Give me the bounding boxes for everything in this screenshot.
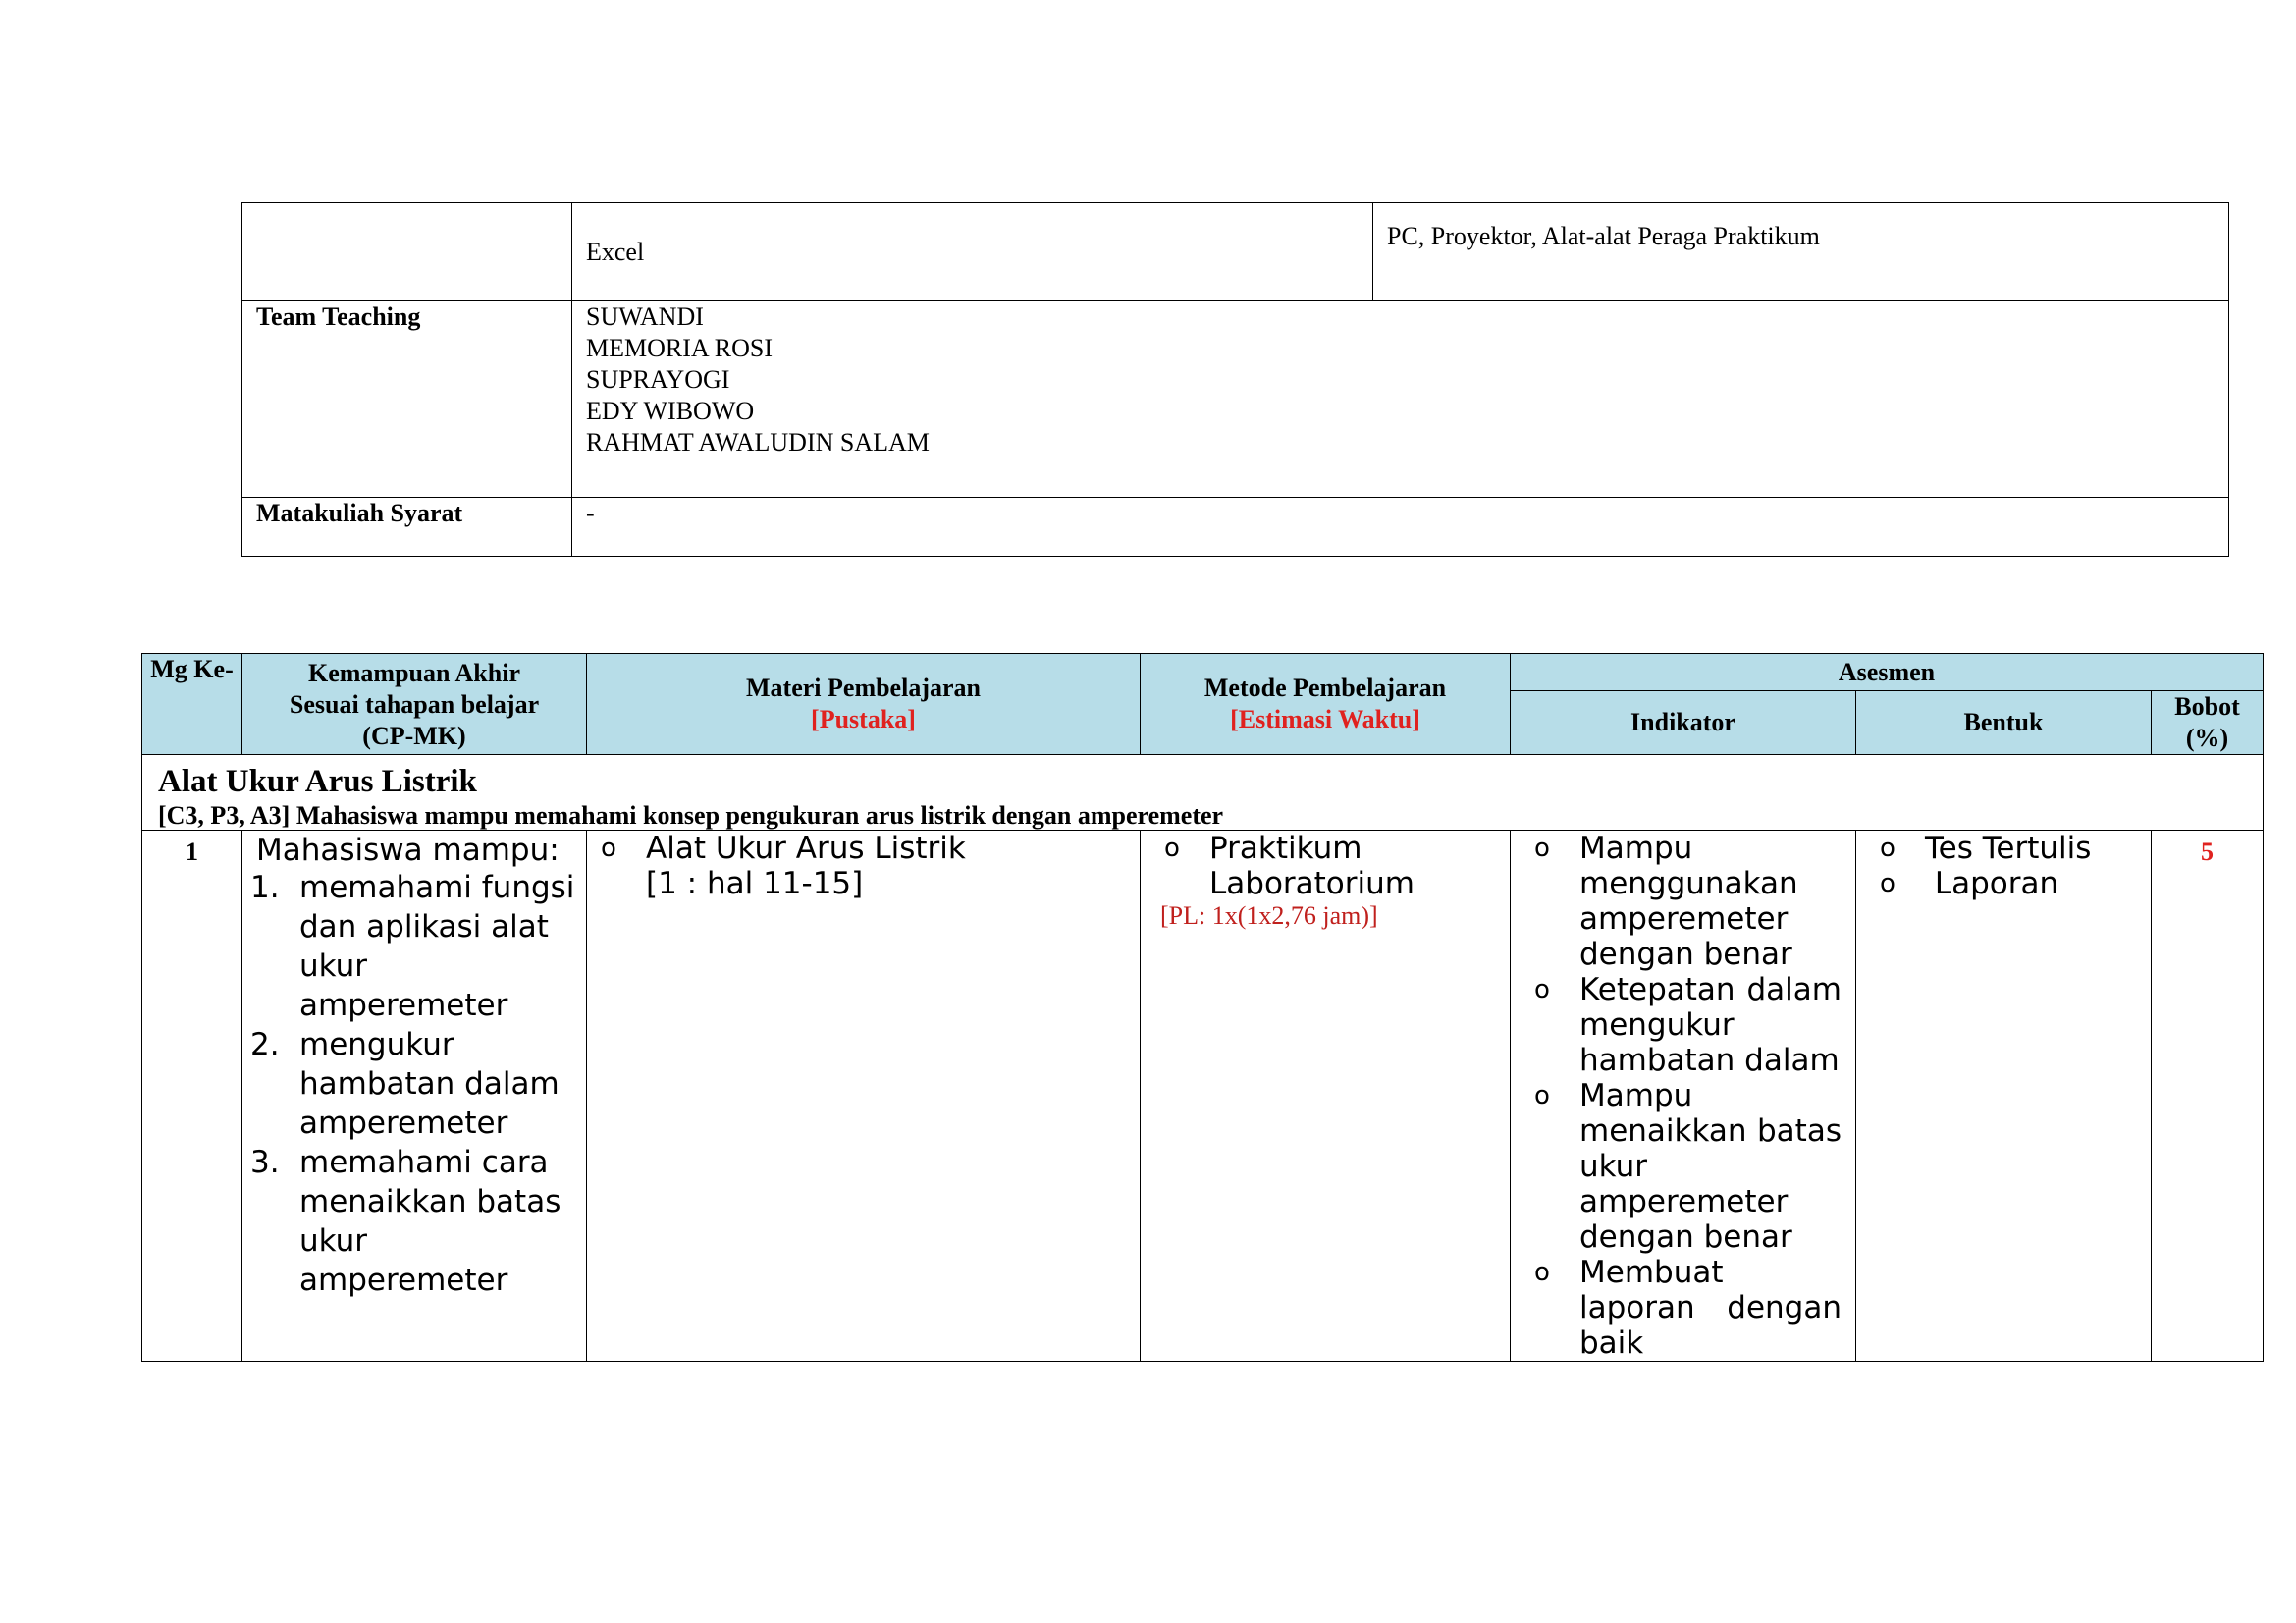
method-list	[1160, 831, 1500, 901]
topic-row	[142, 755, 2264, 831]
topic-title: Alat Ukur Arus Listrik	[158, 764, 477, 799]
method-header: Metode Pembelajaran [Estimasi Waktu]	[1141, 654, 1511, 755]
bullet-icon: o	[1534, 975, 1550, 1004]
list-item: 2. mengukur hambatan dalam amperemeter	[250, 1027, 560, 1141]
rps-header-row-1	[142, 654, 2264, 691]
list-item: o Laporan	[1880, 866, 2059, 901]
material-reference: [1 : hal 11-15]	[646, 866, 864, 901]
indicator-list	[1530, 831, 1842, 1361]
team-teaching-names	[572, 301, 2229, 498]
material-reference-label: [Pustaka]	[811, 705, 916, 733]
form-list	[1876, 831, 2141, 901]
prerequisite-value: -	[572, 498, 2229, 557]
final-ability-header: Kemampuan Akhir Sesuai tahapan belajar (CP-MK)	[242, 654, 587, 755]
team-teaching-label: Team Teaching	[242, 301, 572, 498]
list-item: 3. memahami cara menaikkan batas ukur amperemeter	[250, 1145, 561, 1298]
ability-intro: Mahasiswa mampu:	[256, 833, 560, 868]
list-item: o Ketepatan dalam mengukur hambatan dalam	[1534, 972, 1842, 1078]
week-number: 1	[142, 831, 242, 1362]
bullet-icon: o	[1534, 1258, 1550, 1287]
material-cell	[587, 831, 1141, 1362]
bullet-icon: o	[601, 834, 616, 863]
list-item: o Membuat laporan dengan baik	[1534, 1255, 1842, 1361]
list-item: 1. memahami fungsi dan aplikasi alat ukur amperemeter	[250, 870, 575, 1023]
method-time-label: [Estimasi Waktu]	[1230, 705, 1420, 733]
hardware-value: PC, Proyektor, Alat-alat Peraga Praktikum	[1387, 222, 1820, 250]
material-header: Materi Pembelajaran [Pustaka]	[587, 654, 1141, 755]
form-cell	[1856, 831, 2152, 1362]
info-row-prerequisite	[242, 498, 2229, 557]
bullet-icon: o	[1880, 834, 1896, 863]
lecturer-name: RAHMAT AWALUDIN SALAM	[586, 428, 930, 457]
software-cell	[572, 203, 1373, 301]
method-name: Praktikum Laboratorium	[1209, 831, 1415, 901]
list-item: o Tes Tertulis	[1880, 831, 2092, 866]
assessment-header: Asesmen	[1511, 654, 2264, 691]
list-item	[1160, 831, 1500, 901]
ability-list	[250, 868, 576, 1300]
method-cell	[1141, 831, 1511, 1362]
rps-table	[141, 653, 2264, 1362]
lecturer-name: MEMORIA ROSI	[586, 334, 773, 362]
material-list	[597, 831, 1130, 901]
lecturer-name: SUPRAYOGI	[586, 365, 730, 394]
material-title: Alat Ukur Arus Listrik	[646, 831, 966, 866]
bullet-icon: o	[1534, 1081, 1550, 1110]
bullet-icon: o	[1880, 869, 1896, 898]
indicator-cell	[1511, 831, 1856, 1362]
hardware-cell	[1373, 203, 2229, 301]
lecturer-name: SUWANDI	[586, 302, 704, 331]
lecturer-name: EDY WIBOWO	[586, 397, 755, 425]
info-row-team-teaching	[242, 301, 2229, 498]
prerequisite-label: Matakuliah Syarat	[242, 498, 572, 557]
table-row	[142, 831, 2264, 1362]
course-info-table	[241, 202, 2229, 557]
info-row-media	[242, 203, 2229, 301]
final-ability-cell	[242, 831, 587, 1362]
indicator-header: Indikator	[1511, 691, 1856, 755]
week-header: Mg Ke-	[142, 654, 242, 755]
weight-value: 5	[2152, 831, 2264, 1362]
info-cell-empty	[242, 203, 572, 301]
weight-header: Bobot (%)	[2152, 691, 2264, 755]
list-item	[597, 831, 1130, 901]
list-item: o Mampu menggunakan amperemeter dengan benar	[1534, 831, 1798, 972]
list-item: o Mampu menaikkan batas ukur amperemeter dengan benar	[1534, 1078, 1842, 1255]
form-header: Bentuk	[1856, 691, 2152, 755]
software-value: Excel	[586, 238, 645, 266]
topic-cell	[142, 755, 2264, 831]
method-time-estimate: [PL: 1x(1x2,76 jam)]	[1160, 901, 1378, 930]
bullet-icon: o	[1534, 834, 1550, 863]
bullet-icon: o	[1164, 834, 1180, 863]
topic-subtitle: [C3, P3, A3] Mahasiswa mampu memahami konsep pengukuran arus listrik dengan amperemeter	[158, 801, 1224, 830]
